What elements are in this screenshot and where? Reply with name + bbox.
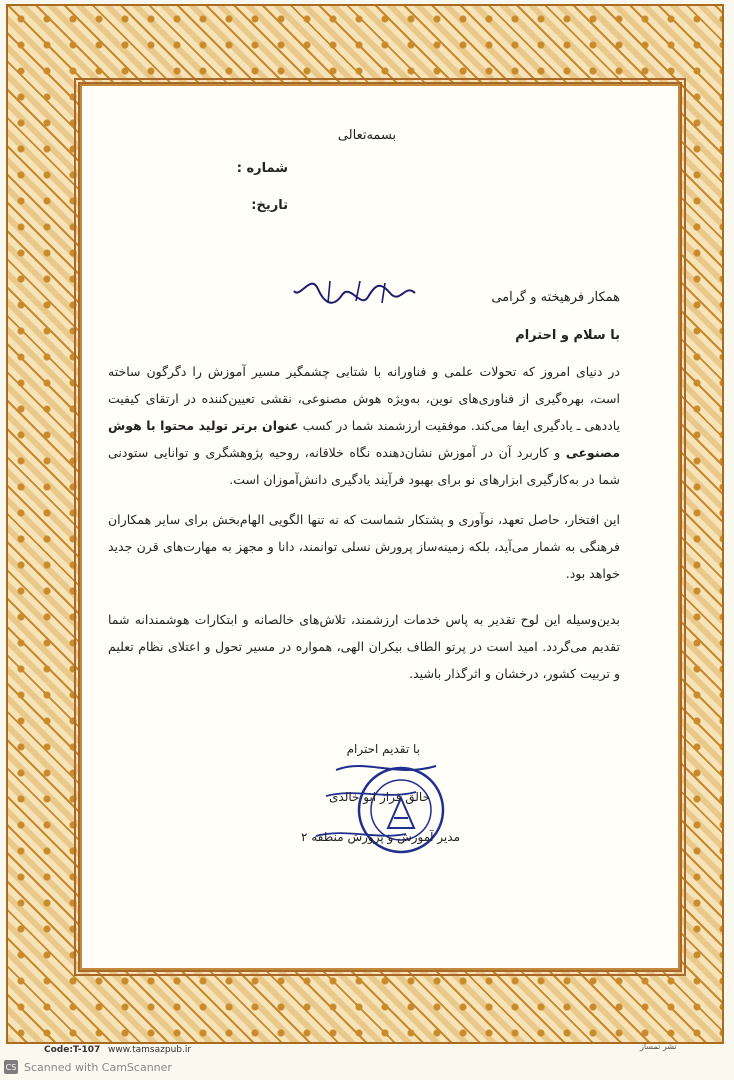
camscanner-icon: CS	[4, 1060, 18, 1074]
number-label: شماره :	[236, 161, 288, 176]
scanner-watermark	[0, 1060, 172, 1074]
greeting-line: همکار فرهیخته و گرامی	[491, 290, 620, 305]
date-label: تاریخ:	[251, 198, 288, 213]
footer-publisher: نشر تمساز	[640, 1042, 677, 1051]
signer-name: خالق فراز ابو خالدی	[329, 790, 430, 804]
body-paragraph-2: این افتخار، حاصل تعهد، نوآوری و پشتکار شماست که نه تنها الگویی الهام‌بخش برای سایر همکاران فرهنگی به شمار می‌آید، بلکه زمینه‌ساز پرورش نسلی توانمند، دانا و مجهز به مهارت‌های قرن جدید خواهد بود.	[108, 512, 620, 581]
handwritten-name-signature	[290, 275, 420, 311]
footer-code: Code:T-107	[44, 1045, 101, 1055]
basmala-heading: بسمه‌تعالی	[337, 128, 397, 143]
paragraph1-text-a: در دنیای امروز که تحولات علمی و فناورانه با شتابی چشمگیر مسیر آموزش را دگرگون ساخته است، بهره‌گیری از فناوری‌های نوین، به‌ویژه هوش مصنوعی، نقشی تعیین‌کننده در ارتقای کیفیت یاددهی ـ یادگیری ایفا می‌کند. موفقیت ارزشمند شما در کسب	[108, 364, 620, 433]
salutation: با سلام و احترام	[515, 328, 620, 343]
body-paragraph-3: بدین‌وسیله این لوح تقدیر به پاس خدمات ارزشمند، تلاش‌های خالصانه و ابتکارات هوشمندانه شما تقدیم می‌گردد. امید است در پرتو الطاف بیکران الهی، همواره در مسیر تحول و اعتلای نظام تعلیم و تربیت کشور، درخشان و اثرگذار باشید.	[108, 612, 620, 681]
scanner-label: Scanned with CamScanner	[24, 1060, 172, 1074]
award-title: عنوان برتر تولید محتوا با هوش مصنوعی	[108, 418, 620, 460]
signer-title: مدیر آموزش و پرورش منطقه ۲	[300, 830, 460, 844]
body-paragraph-1	[108, 358, 620, 493]
closing-regards: با تقدیم احترام	[346, 742, 420, 756]
footer-website: www.tamsazpub.ir	[108, 1045, 192, 1055]
paragraph1-text-b: و کاربرد آن در آموزش نشان‌دهنده نگاه خلاقانه، روحیه پژوهشگری و توانایی ستودنی شما در به‌کارگیری ابزارهای نو برای بهبود فرآیند یادگیری دانش‌آموزان است.	[108, 445, 620, 487]
